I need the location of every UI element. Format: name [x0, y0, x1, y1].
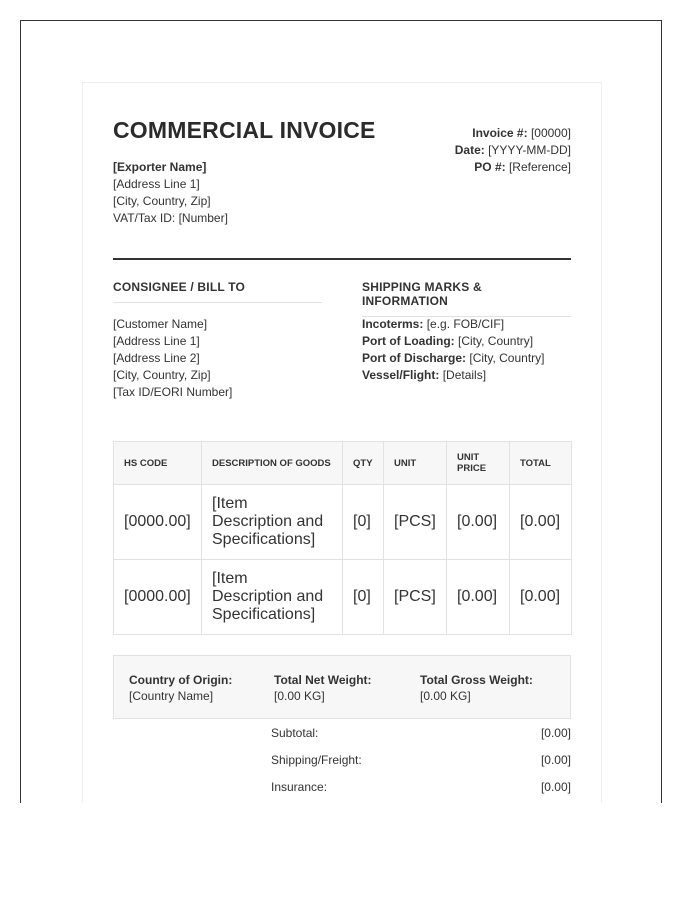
invoice-date-row	[455, 142, 571, 159]
consignee-line: [Address Line 1]	[113, 334, 200, 348]
origin-cell	[129, 672, 232, 704]
exporter-block	[113, 159, 228, 227]
invoice-title: COMMERCIAL INVOICE	[113, 117, 376, 143]
shipping-freight-value: [0.00]	[540, 753, 571, 767]
cell-total: [0.00]	[510, 560, 572, 635]
shipping-freight-row	[271, 751, 571, 778]
table-header-row	[114, 442, 572, 485]
totals-block	[271, 724, 571, 803]
incoterms-label: Incoterms:	[362, 317, 424, 331]
cell-unit-price: [0.00]	[447, 560, 510, 635]
shipping-freight-label: Shipping/Freight:	[271, 753, 362, 767]
origin-label: Country of Origin:	[129, 673, 233, 687]
port-of-discharge-row	[362, 350, 545, 367]
incoterms-value: [e.g. FOB/CIF]	[426, 317, 505, 331]
column-header-qty: QTY	[343, 442, 384, 485]
po-number-row	[455, 159, 571, 176]
port-of-loading-label: Port of Loading:	[362, 334, 455, 348]
invoice-meta	[455, 125, 571, 176]
cell-hs-code: [0000.00]	[114, 485, 202, 560]
cell-qty: [0]	[343, 560, 384, 635]
insurance-row	[271, 778, 571, 803]
net-weight-label: Total Net Weight:	[274, 673, 372, 687]
line-items-table	[113, 441, 572, 635]
column-header-total: TOTAL	[510, 442, 572, 485]
cell-description: [Item Description and Specifications]	[202, 485, 343, 560]
cell-unit-price: [0.00]	[447, 485, 510, 560]
consignee-heading: CONSIGNEE / BILL TO	[113, 280, 322, 303]
consignee-line: [City, Country, Zip]	[113, 368, 211, 382]
column-header-hs-code: HS CODE	[114, 442, 202, 485]
cell-unit: [PCS]	[384, 560, 447, 635]
port-of-loading-row	[362, 333, 545, 350]
table-row	[114, 485, 572, 560]
exporter-name: [Exporter Name]	[113, 160, 207, 174]
column-header-unit: UNIT	[384, 442, 447, 485]
page-frame	[20, 20, 662, 803]
column-header-description: DESCRIPTION OF GOODS	[202, 442, 343, 485]
exporter-vat: VAT/Tax ID: [Number]	[113, 211, 228, 225]
column-header-unit-price: UNIT PRICE	[447, 442, 510, 485]
port-of-loading-value: [City, Country]	[458, 334, 534, 348]
exporter-city: [City, Country, Zip]	[113, 194, 211, 208]
gross-weight-cell	[420, 672, 533, 704]
vessel-row	[362, 367, 545, 384]
cell-unit: [PCS]	[384, 485, 447, 560]
net-weight-value: [0.00 KG]	[274, 689, 325, 703]
invoice-date-value: [YYYY-MM-DD]	[488, 143, 571, 157]
origin-value: [Country Name]	[129, 689, 214, 703]
vessel-label: Vessel/Flight:	[362, 368, 440, 382]
po-number-value: [Reference]	[508, 160, 571, 174]
consignee-line: [Tax ID/EORI Number]	[113, 385, 233, 399]
subtotal-label: Subtotal:	[271, 726, 319, 740]
port-of-discharge-value: [City, Country]	[469, 351, 545, 365]
invoice-number-row	[455, 125, 571, 142]
shipping-block	[362, 316, 545, 384]
subtotal-row	[271, 724, 571, 751]
cell-total: [0.00]	[510, 485, 572, 560]
port-of-discharge-label: Port of Discharge:	[362, 351, 467, 365]
weight-summary-box	[113, 655, 571, 719]
cell-qty: [0]	[343, 485, 384, 560]
gross-weight-value: [0.00 KG]	[420, 689, 471, 703]
cell-description: [Item Description and Specifications]	[202, 560, 343, 635]
subtotal-value: [0.00]	[540, 726, 571, 740]
consignee-line: [Address Line 2]	[113, 351, 200, 365]
invoice-number-label: Invoice #:	[472, 126, 528, 140]
gross-weight-label: Total Gross Weight:	[420, 673, 533, 687]
net-weight-cell	[274, 672, 372, 704]
po-number-label: PO #:	[474, 160, 506, 174]
vessel-value: [Details]	[442, 368, 487, 382]
exporter-address-line-1: [Address Line 1]	[113, 177, 200, 191]
consignee-block	[113, 316, 232, 401]
header-divider	[113, 258, 571, 260]
cell-hs-code: [0000.00]	[114, 560, 202, 635]
consignee-line: [Customer Name]	[113, 317, 208, 331]
invoice-sheet	[82, 82, 602, 803]
insurance-label: Insurance:	[271, 780, 328, 794]
shipping-heading: SHIPPING MARKS & INFORMATION	[362, 280, 571, 317]
table-row	[114, 560, 572, 635]
invoice-number-value: [00000]	[530, 126, 571, 140]
invoice-date-label: Date:	[454, 143, 485, 157]
incoterms-row	[362, 316, 545, 333]
insurance-value: [0.00]	[540, 780, 571, 794]
